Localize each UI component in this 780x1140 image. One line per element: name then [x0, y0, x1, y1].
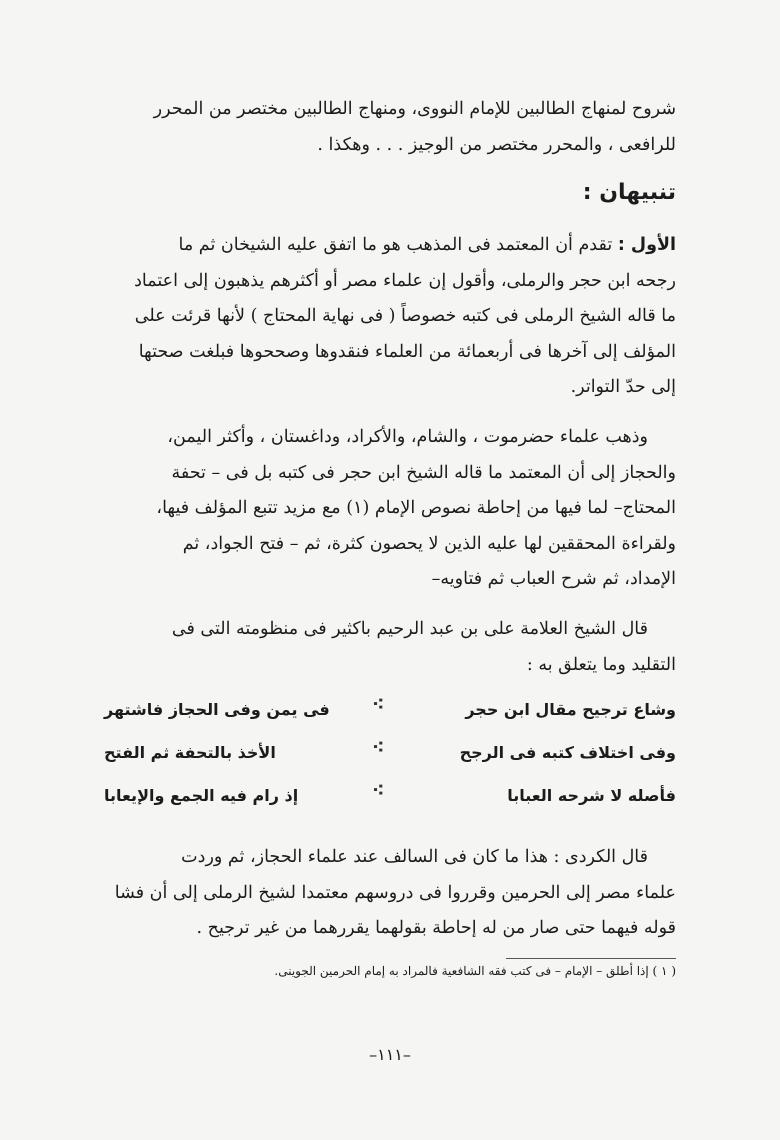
text-line: للرافعى ، والمحرر مختصر من الوجيز . . . وهكذا .	[317, 134, 676, 155]
text-line: إلى حدّ التواتر.	[570, 377, 676, 397]
section-heading: تنبيهان :	[582, 180, 676, 205]
first-note-paragraph	[104, 228, 676, 406]
poem-verse	[104, 737, 676, 773]
intro-paragraph	[104, 92, 676, 163]
first-note-first-line: تقدم أن المعتمد فى المذهب هو ما اتفق عليه الشيخان ثم ما	[178, 235, 613, 255]
verse-second-hemistich: إذ رام فيه الجمع والإيعابا	[104, 786, 299, 805]
verse-separator: ⁖	[372, 780, 386, 801]
text-line: شروح لمنهاج الطالبين للإمام النووى، ومنهاج الطالبين مختصر من المحرر	[153, 99, 676, 119]
third-paragraph	[104, 612, 676, 683]
verse-separator: ⁖	[372, 694, 386, 715]
first-note-label: الأول :	[617, 235, 676, 255]
verse-first-hemistich: فأصله لا شرحه العبابا	[507, 786, 676, 805]
text-line	[104, 228, 676, 264]
kurdi-paragraph	[104, 840, 676, 947]
text-line: ما قاله الشيخ الرملى فى كتبه خصوصاً ( فى نهاية المحتاج ) لأنها قرئت على	[134, 306, 676, 326]
text-line: علماء مصر إلى الحرمين وقرروا فى دروسهم معتمدا لشيخ الرملى إلى أن فشا	[114, 882, 676, 903]
verse-second-hemistich: الأخذ بالتحفة ثم الفتح	[104, 743, 276, 762]
text-line: المؤلف إلى آخرها فى أربعمائة من العلماء فنقدوها وصححوها فبلغت صحتها	[138, 341, 676, 362]
text-line: قال الكردى : هذا ما كان فى السالف عند علماء الحجاز، ثم وردت	[181, 847, 648, 867]
text-line: قال الشيخ العلامة على بن عبد الرحيم باكثير فى منظومته التى فى	[171, 619, 648, 639]
text-line: المحتاج– لما فيها من إحاطة نصوص الإمام (١) مع مزيد تتبع المؤلف فيها،	[156, 498, 676, 518]
footnote-divider	[506, 958, 676, 959]
text-line: ولقراءة المحققين لها عليه الذين لا يحصون كثرة، ثم – فتح الجواد، ثم	[182, 533, 676, 554]
text-line: والحجاز إلى أن المعتمد ما قاله الشيخ ابن حجر فى كتبه بل فى – تحفة	[171, 462, 676, 483]
page-number: –١١١–	[369, 1045, 411, 1064]
verse-second-hemistich: فى يمن وفى الحجاز فاشتهر	[104, 700, 330, 719]
footnote: ( ١ ) إذا أطلق – الإمام – فى كتب فقه الشافعية فالمراد به إمام الحرمين الجوينى.	[274, 964, 676, 978]
poem-verse	[104, 780, 676, 816]
text-line: وذهب علماء حضرموت ، والشام، والأكراد، وداغستان ، وأكثر اليمن،	[167, 427, 648, 447]
text-line: رجحه ابن حجر والرملى، وأقول إن علماء مصر أو أكثرهم يذهبون إلى اعتماد	[134, 270, 676, 291]
text-line: الإمداد، ثم شرح العباب ثم فتاويه–	[431, 569, 676, 589]
verse-separator: ⁖	[372, 737, 386, 758]
text-line: قوله فيهما حتى صار من له إحاطة بقولهما يقررهما من غير ترجيح .	[196, 918, 676, 938]
verse-first-hemistich: وفى اختلاف كتبه فى الرجح	[459, 743, 676, 762]
second-paragraph	[104, 420, 676, 598]
verse-first-hemistich: وشاع ترجيح مقال ابن حجر	[465, 700, 676, 719]
poem-verse	[104, 694, 676, 730]
text-line: التقليد وما يتعلق به :	[526, 654, 676, 675]
